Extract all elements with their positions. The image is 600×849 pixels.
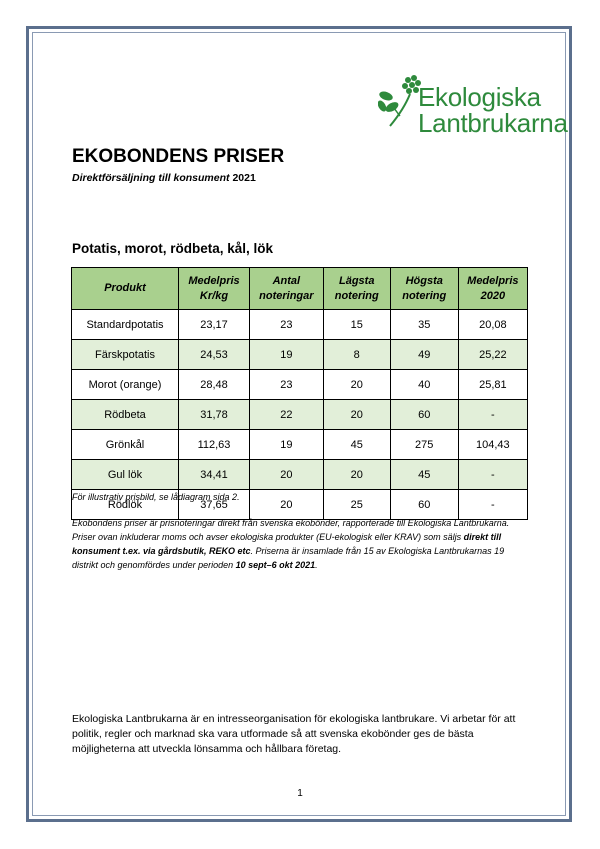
cell-value: 23,17 [179, 310, 250, 340]
table-row [72, 370, 528, 400]
note-text-2: . Priserna är insamlade från 15 av Ekologiska Lantbrukarnas 19 distrikt och genomfördes under perioden [72, 546, 505, 570]
cell-value: 19 [249, 430, 323, 460]
cell-value: 23 [249, 370, 323, 400]
cell-value: 20 [323, 460, 390, 490]
section-heading: Potatis, morot, rödbeta, kål, lök [72, 241, 274, 256]
cell-product: Rödlök [72, 490, 179, 520]
logo-wordmark [418, 84, 568, 136]
cell-product: Färskpotatis [72, 340, 179, 370]
table-row [72, 400, 528, 430]
illustrative-note: För illustrativ prisbild, se lådiagram sida 2. [72, 492, 240, 502]
cell-value: 60 [390, 490, 458, 520]
page-number: 1 [297, 788, 303, 799]
cell-value: 25,81 [458, 370, 527, 400]
cell-value: 28,48 [179, 370, 250, 400]
page-title: EKOBONDENS PRISER [72, 146, 285, 167]
col-header-lagsta: Lägsta notering [323, 268, 390, 310]
cell-value: - [458, 460, 527, 490]
cell-product: Morot (orange) [72, 370, 179, 400]
cell-value: 25 [323, 490, 390, 520]
cell-product: Standardpotatis [72, 310, 179, 340]
col-header-medelpris-2020: Medelpris 2020 [458, 268, 527, 310]
page-subtitle [72, 172, 256, 184]
cell-value: 275 [390, 430, 458, 460]
table-row [72, 310, 528, 340]
organisation-description: Ekologiska Lantbrukarna är en intresseorganisation för ekologiska lantbrukare. Vi arbetar för att politik, regler och marknad ska vara utformade så att svenska ekobönder ges de bästa möjligheterna att utveckla lönsamma och hållbara företag. [72, 713, 516, 755]
logo-line-2: Lantbrukarna [418, 108, 568, 138]
note-text-1: Ekobondens priser är prisnoteringar direkt från svenska ekobönder, rapporterade till Ekologiska Lantbrukarna. Priser ovan inkluderar moms och avser ekologiska produkter (EU-ekologisk eller KRAV) som säljs [72, 518, 510, 542]
methodology-note [72, 516, 532, 572]
table-row [72, 340, 528, 370]
cell-value: 24,53 [179, 340, 250, 370]
cell-value: - [458, 490, 527, 520]
table-header-row [72, 268, 528, 310]
cell-value: 19 [249, 340, 323, 370]
col-header-antal: Antal noteringar [249, 268, 323, 310]
cell-value: 15 [323, 310, 390, 340]
cell-value: 40 [390, 370, 458, 400]
cell-value: 20 [249, 490, 323, 520]
cell-value: 25,22 [458, 340, 527, 370]
cell-value: 60 [390, 400, 458, 430]
cell-value: 35 [390, 310, 458, 340]
cell-value: 23 [249, 310, 323, 340]
cell-value: 112,63 [179, 430, 250, 460]
note-bold-1: direkt till konsument t.ex. via gårdsbutik, REKO etc [72, 532, 502, 556]
cell-value: 49 [390, 340, 458, 370]
cell-value: - [458, 400, 527, 430]
table-row [72, 430, 528, 460]
note-text-3: . [315, 560, 318, 570]
cell-value: 20 [323, 400, 390, 430]
note-bold-2: 10 sept–6 okt 2021 [235, 560, 316, 570]
table-row [72, 460, 528, 490]
col-header-medelpris: Medelpris Kr/kg [179, 268, 250, 310]
cell-value: 31,78 [179, 400, 250, 430]
cell-value: 45 [323, 430, 390, 460]
cell-value: 45 [390, 460, 458, 490]
cell-value: 22 [249, 400, 323, 430]
cell-value: 20,08 [458, 310, 527, 340]
cell-value: 20 [323, 370, 390, 400]
cell-value: 37,65 [179, 490, 250, 520]
price-table [71, 267, 528, 520]
cell-product: Grönkål [72, 430, 179, 460]
cell-value: 104,43 [458, 430, 527, 460]
cell-value: 34,41 [179, 460, 250, 490]
logo-line-1: Ekologiska [418, 82, 541, 112]
col-header-produkt: Produkt [72, 268, 179, 310]
cell-value: 20 [249, 460, 323, 490]
subtitle-year: 2021 [232, 172, 256, 184]
col-header-hogsta: Högsta notering [390, 268, 458, 310]
cell-product: Gul lök [72, 460, 179, 490]
cell-product: Rödbeta [72, 400, 179, 430]
subtitle-italic: Direktförsäljning till konsument [72, 172, 230, 184]
ekologiska-lantbrukarna-logo [378, 70, 568, 140]
cell-value: 8 [323, 340, 390, 370]
